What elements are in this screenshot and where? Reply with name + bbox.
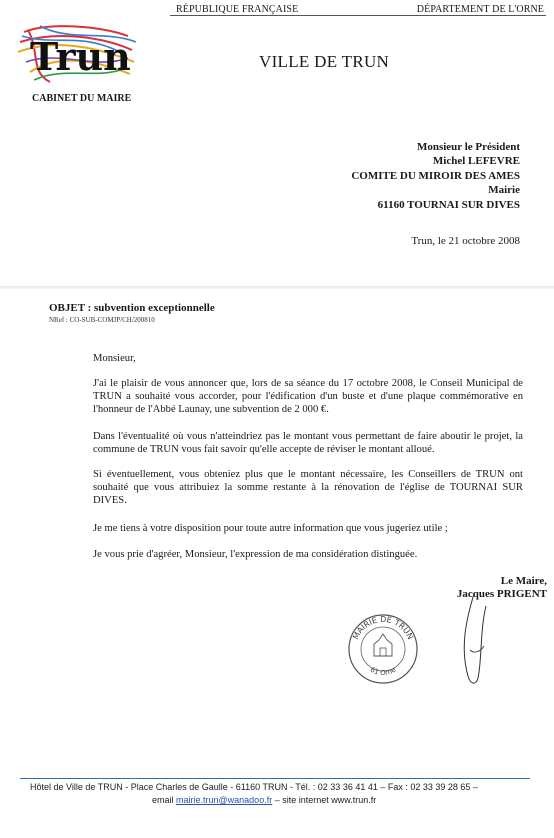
salutation: Monsieur, — [93, 353, 136, 364]
trun-logo — [10, 22, 140, 88]
body-paragraph: Si éventuellement, vous obteniez plus que le montant nécessaire, les Conseillers de TRUN ont souhaité que vous attribuiez la somme restante à la rénovation de l'église de TOURNAI SUR DIVES. — [93, 469, 523, 507]
footer-address: Hôtel de Ville de TRUN - Place Charles de Gaulle - 61160 TRUN - Tél. : 02 33 36 41 41 – Fax : 02 33 39 28 65 – — [30, 782, 478, 792]
signatory-title: Le Maire, — [500, 575, 547, 587]
recipient-block — [351, 140, 520, 212]
svg-text:MAIRIE DE TRUN: MAIRIE DE TRUN — [351, 614, 415, 641]
svg-text:61 Orne: 61 Orne — [368, 665, 398, 678]
recipient-line: COMITE DU MIROIR DES AMES — [351, 169, 520, 182]
email-link[interactable]: mairie.trun@wanadoo.fr — [176, 795, 273, 805]
body-paragraph: J'ai le plaisir de vous annoncer que, lors de sa séance du 17 octobre 2008, le Conseil Municipal de TRUN a souhaité vous accorder, pour l'édification d'un buste et d'une plaque commémorative en l'honneur de l'Abbé Launay, une subvention de 2 000 €. — [93, 378, 523, 416]
signatory-name: Jacques PRIGENT — [456, 588, 547, 600]
body-paragraph: Dans l'éventualité où vous n'atteindriez pas le montant vous permettant de faire aboutir le projet, la commune de TRUN vous fait savoir qu'elle accepte de réviser le montant alloué. — [93, 431, 523, 456]
letter-date: Trun, le 21 octobre 2008 — [411, 235, 520, 247]
reference-line: NRef : CO-SUB-COMJP/CH/200810 — [49, 316, 155, 324]
header-rule — [170, 15, 546, 16]
objet-line: OBJET : subvention exceptionnelle — [49, 302, 215, 314]
mairie-stamp — [346, 612, 420, 686]
departement-label: DÉPARTEMENT DE L'ORNE — [416, 4, 544, 15]
website-text: – site internet www.trun.fr — [272, 795, 377, 805]
recipient-line: 61160 TOURNAI SUR DIVES — [377, 198, 520, 211]
recipient-line: Mairie — [488, 184, 520, 197]
paper-fold — [0, 286, 554, 289]
svg-text:Trun: Trun — [30, 34, 131, 79]
closing-paragraph: Je vous prie d'agréer, Monsieur, l'expression de ma considération distinguée. — [93, 549, 418, 560]
footer-contact — [152, 795, 376, 805]
email-prefix: email — [152, 795, 177, 805]
recipient-line: Monsieur le Président — [416, 141, 520, 153]
cabinet-du-maire: CABINET DU MAIRE — [32, 93, 132, 104]
recipient-line: Michel LEFEVRE — [432, 155, 520, 168]
footer-rule — [20, 778, 530, 779]
republique-label: RÉPUBLIQUE FRANÇAISE — [176, 4, 299, 15]
ville-title: VILLE DE TRUN — [259, 52, 390, 71]
body-paragraph: Je me tiens à votre disposition pour toute autre information que vous jugeriez utile ; — [93, 523, 448, 534]
handwritten-signature — [430, 590, 510, 690]
